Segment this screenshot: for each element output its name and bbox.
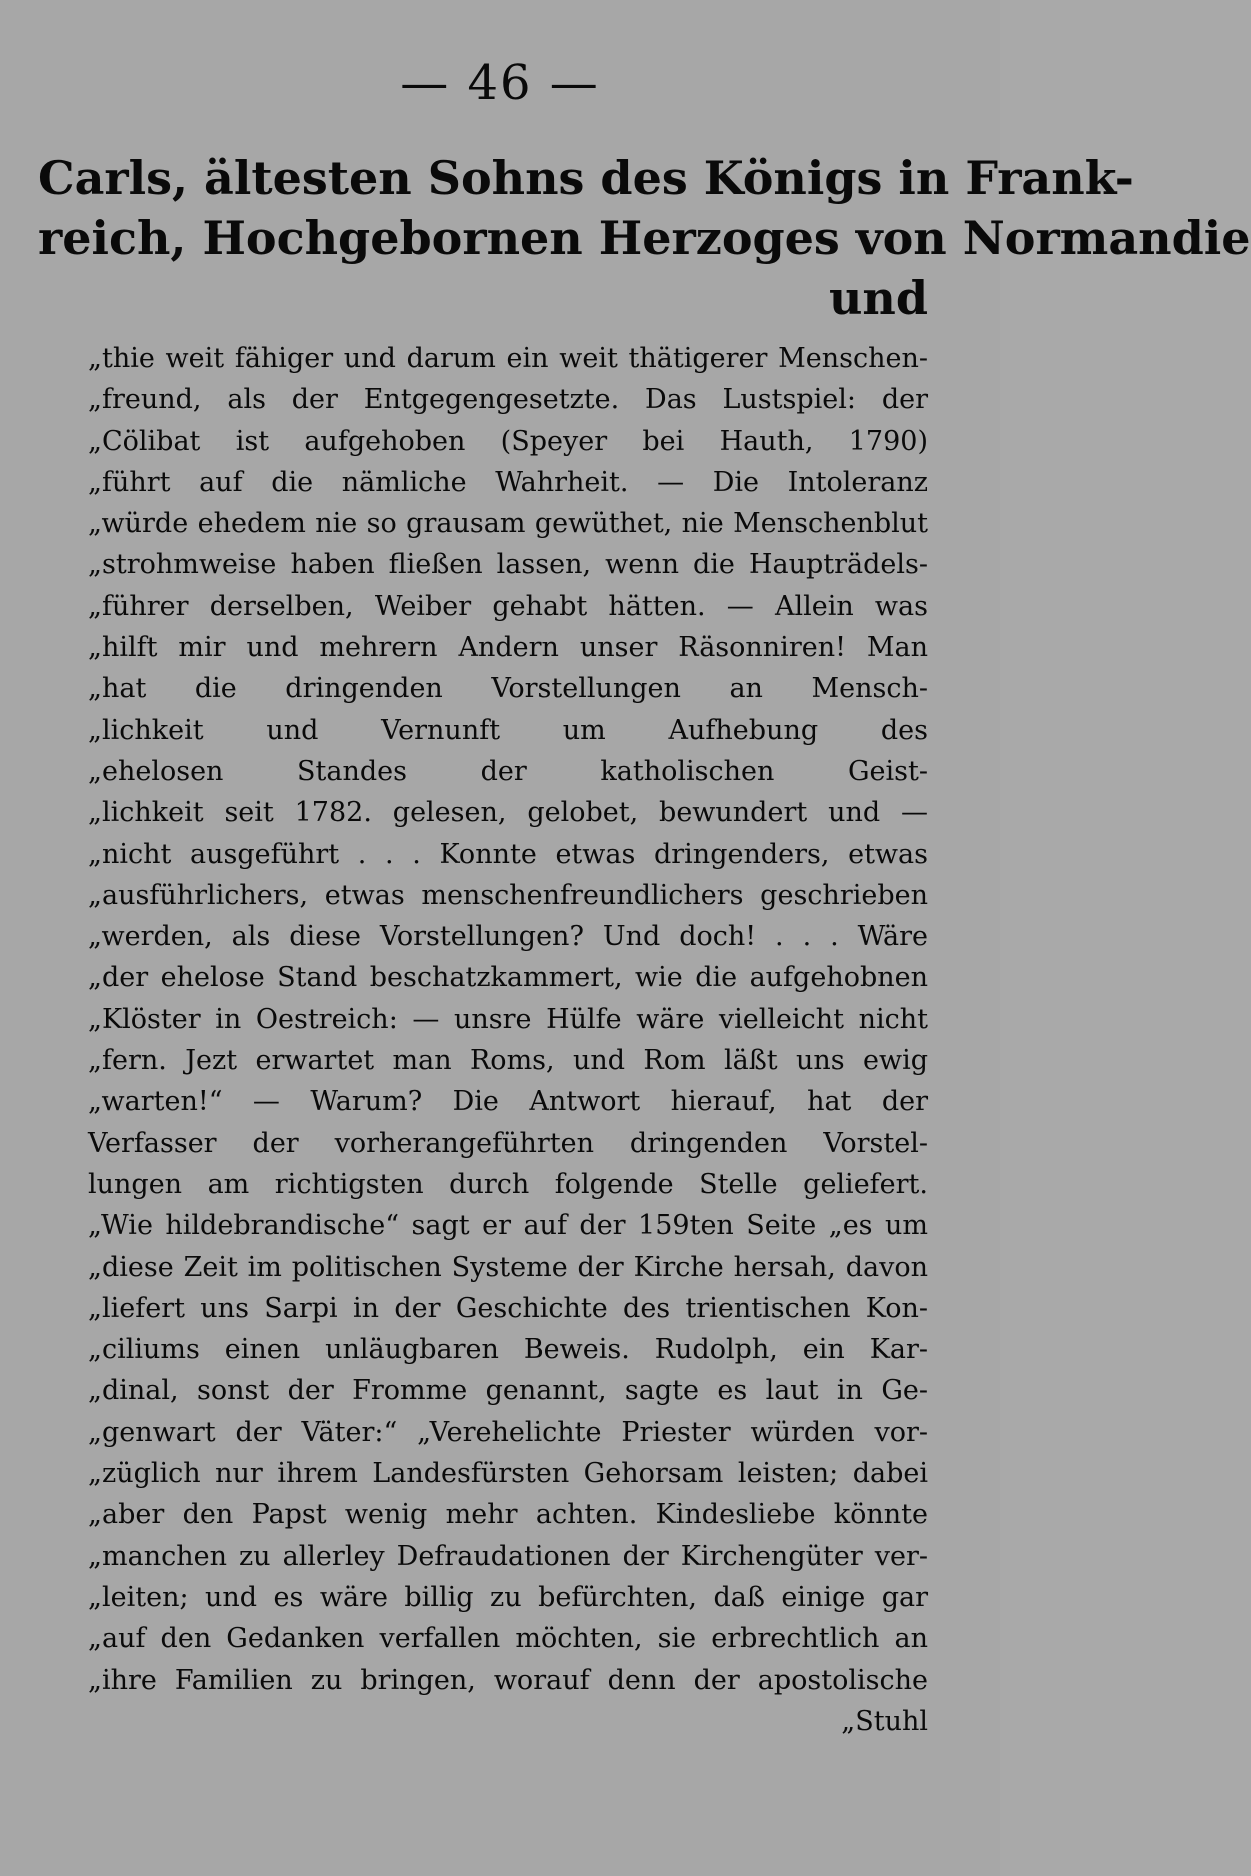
text-line: „hat die dringenden Vorstellungen an Mensch- xyxy=(88,673,928,705)
text-line: „lichkeit und Vernunft um Aufhebung des xyxy=(88,714,928,746)
text-line: „ausführlichers, etwas menschenfreundlichers geschrieben xyxy=(88,879,928,911)
text-line: „liefert uns Sarpi in der Geschichte des trientischen Kon- xyxy=(88,1292,928,1324)
text-line: „Wie hildebrandische“ sagt er auf der 159ten Seite „es um xyxy=(88,1210,928,1242)
text-line: „warten!“ — Warum? Die Antwort hierauf, hat der xyxy=(88,1086,928,1118)
catchword: „Stuhl xyxy=(841,1705,928,1737)
text-line: „hilft mir und mehrern Andern unser Räsonniren! Man xyxy=(88,632,928,664)
text-line: „züglich nur ihrem Landesfürsten Gehorsam leisten; dabei xyxy=(88,1458,928,1490)
text-line: „fern. Jezt erwartet man Roms, und Rom läßt uns ewig xyxy=(88,1045,928,1077)
text-line: „diese Zeit im politischen Systeme der Kirche hersah, davon xyxy=(88,1251,928,1283)
heading-line: reich, Hochgebornen Herzoges von Normandie xyxy=(38,211,1251,265)
text-line: „aber den Papst wenig mehr achten. Kindesliebe könnte xyxy=(88,1499,928,1531)
text-line: Verfasser der vorherangeführten dringenden Vorstel- xyxy=(88,1127,928,1159)
text-line: „Klöster in Oestreich: — unsre Hülfe wäre vielleicht nicht xyxy=(88,1003,928,1035)
text-line: „ihre Familien zu bringen, worauf denn der apostolische xyxy=(88,1664,928,1696)
text-line: „werden, als diese Vorstellungen? Und doch! . . . Wäre xyxy=(88,921,928,953)
heading-line: Carls, ältesten Sohns des Königs in Frank- xyxy=(38,151,1134,205)
text-line: „freund, als der Entgegengesetzte. Das Lustspiel: der xyxy=(88,384,928,416)
text-line: „leiten; und es wäre billig zu befürchten, daß einige gar xyxy=(88,1581,928,1613)
text-line: „ehelosen Standes der katholischen Geist- xyxy=(88,755,928,787)
text-line: „der ehelose Stand beschatzkammert, wie die aufgehobnen xyxy=(88,962,928,994)
body-text xyxy=(88,338,928,1742)
text-line: „würde ehedem nie so grausam gewüthet, nie Menschenblut xyxy=(88,508,928,540)
chapter-heading xyxy=(38,148,1251,328)
page-number: — 46 — xyxy=(400,55,600,111)
text-line: lungen am richtigsten durch folgende Stelle geliefert. xyxy=(88,1168,928,1200)
text-line: „dinal, sonst der Fromme genannt, sagte es laut in Ge- xyxy=(88,1375,928,1407)
text-line: „nicht ausgeführt . . . Konnte etwas dringenders, etwas xyxy=(88,838,928,870)
text-line: „führer derselben, Weiber gehabt hätten. — Allein was xyxy=(88,590,928,622)
text-line: „Cölibat ist aufgehoben (Speyer bei Hauth, 1790) xyxy=(88,425,928,457)
text-line: „lichkeit seit 1782. gelesen, gelobet, bewundert und — xyxy=(88,797,928,829)
text-line: „manchen zu allerley Defraudationen der Kirchengüter ver- xyxy=(88,1540,928,1572)
text-line: „führt auf die nämliche Wahrheit. — Die Intoleranz xyxy=(88,466,928,498)
text-line: „auf den Gedanken verfallen möchten, sie erbrechtlich an xyxy=(88,1623,928,1655)
text-line: „ciliums einen unläugbaren Beweis. Rudolph, ein Kar- xyxy=(88,1334,928,1366)
heading-line: und xyxy=(828,271,928,325)
text-line: „strohmweise haben fließen lassen, wenn die Haupträdels- xyxy=(88,549,928,581)
text-line: „thie weit fähiger und darum ein weit thätigerer Menschen- xyxy=(88,343,928,374)
text-line: „genwart der Väter:“ „Verehelichte Priester würden vor- xyxy=(88,1416,928,1448)
